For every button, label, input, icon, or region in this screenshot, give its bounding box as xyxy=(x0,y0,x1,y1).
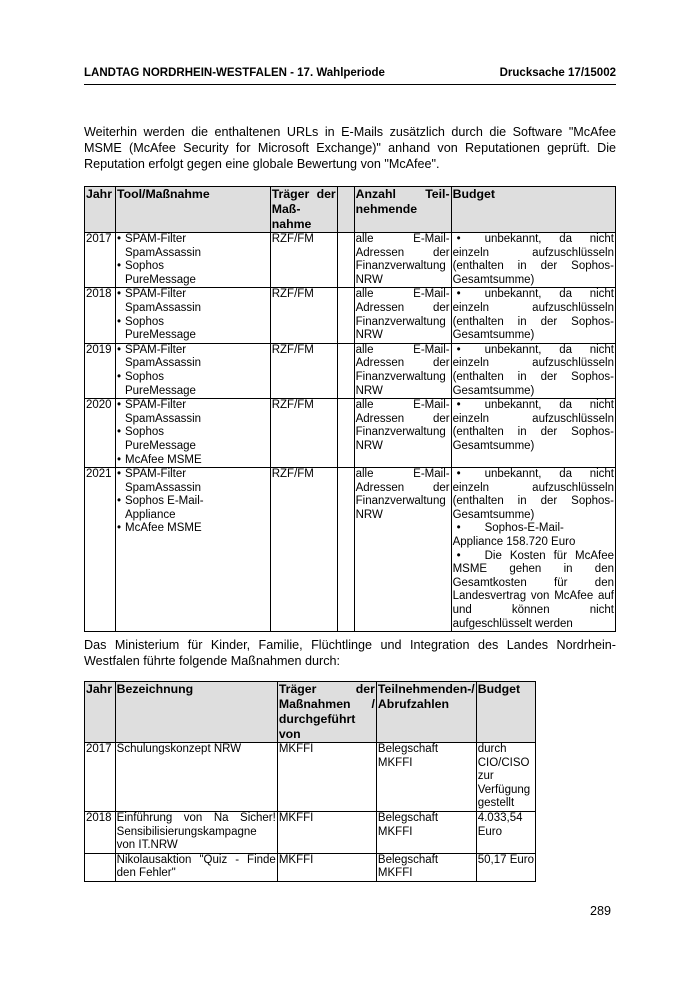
tool-item: • Sophos PureMessage xyxy=(117,260,235,287)
col-header-budget: Budget xyxy=(451,187,615,233)
tool-item: • SPAM-Filter SpamAssassin xyxy=(117,288,235,315)
table-mkffi xyxy=(84,681,536,882)
cell-tools xyxy=(115,233,270,288)
table-row xyxy=(85,743,536,812)
cell-teilnehmende: Belegschaft MKFFI xyxy=(376,811,476,853)
cell-traeger: MKFFI xyxy=(277,811,376,853)
tool-item: • Sophos PureMessage xyxy=(117,371,235,398)
cell-budget xyxy=(451,343,615,398)
cell-year: 2018 xyxy=(85,288,116,343)
cell-budget xyxy=(451,288,615,343)
header-document-number: Drucksache 17/15002 xyxy=(499,67,616,79)
cell-bezeichnung: Schulungskonzept NRW xyxy=(115,743,277,812)
cell-tools xyxy=(115,399,270,468)
cell-tools xyxy=(115,468,270,632)
tool-item: • SPAM-Filter SpamAssassin xyxy=(117,233,235,260)
cell-budget: 4.033,54 Euro xyxy=(476,811,535,853)
cell-year: 2019 xyxy=(85,343,116,398)
col-header-spacer xyxy=(337,187,354,233)
tool-item: • Sophos PureMessage xyxy=(117,426,235,453)
cell-budget xyxy=(451,399,615,468)
cell-year: 2021 xyxy=(85,468,116,632)
tool-item: • McAfee MSME xyxy=(117,454,235,468)
col-header-teilnehmende: Teilnehmenden-/ Abrufzahlen xyxy=(376,682,476,743)
cell-teilnehmende: alle E-Mail-Adressen der Finanzverwaltung NRW xyxy=(354,343,451,398)
header-parliament: LANDTAG NORDRHEIN-WESTFALEN - 17. Wahlperiode xyxy=(84,67,385,79)
table-row xyxy=(85,468,616,632)
table-row xyxy=(85,343,616,398)
cell-traeger: MKFFI xyxy=(277,853,376,881)
page-header xyxy=(84,64,616,85)
tool-item: • SPAM-Filter SpamAssassin xyxy=(117,468,235,495)
cell-teilnehmende: alle E-Mail-Adressen der Finanzverwaltung NRW xyxy=(354,233,451,288)
tool-item: • SPAM-Filter SpamAssassin xyxy=(117,399,235,426)
budget-item: • unbekannt, da nicht einzeln aufzuschlüsseln (enthalten in der Sophos-Gesamtsumme) xyxy=(453,399,614,453)
col-header-tool: Tool/Maßnahme xyxy=(115,187,270,233)
col-header-bezeichnung: Bezeichnung xyxy=(115,682,277,743)
cell-teilnehmende: Belegschaft MKFFI xyxy=(376,853,476,881)
cell-budget: durch CIO/CISO zur Verfügung gestellt xyxy=(476,743,535,812)
cell-tools xyxy=(115,288,270,343)
table-finanzverwaltung xyxy=(84,186,616,632)
tool-item: • Sophos E-Mail-Appliance xyxy=(117,495,235,522)
cell-traeger: MKFFI xyxy=(277,743,376,812)
budget-item: • unbekannt, da nicht einzeln aufzuschlüsseln (enthalten in der Sophos-Gesamtsumme) xyxy=(453,344,614,398)
table-row xyxy=(85,288,616,343)
cell-year: 2018 xyxy=(85,811,116,853)
cell-year: 2017 xyxy=(85,233,116,288)
table-row xyxy=(85,233,616,288)
cell-spacer xyxy=(337,288,354,343)
col-header-budget: Budget xyxy=(476,682,535,743)
budget-item: • unbekannt, da nicht einzeln aufzuschlüsseln (enthalten in der Sophos-Gesamtsumme) xyxy=(453,233,614,287)
col-header-jahr: Jahr xyxy=(85,682,116,743)
budget-item: • Sophos-E-Mail-Appliance 158.720 Euro xyxy=(453,522,614,549)
cell-traeger: RZF/FM xyxy=(270,468,337,632)
cell-tools xyxy=(115,343,270,398)
cell-budget xyxy=(451,468,615,632)
cell-teilnehmende: alle E-Mail-Adressen der Finanzverwaltung NRW xyxy=(354,399,451,468)
budget-item: • unbekannt, da nicht einzeln aufzuschlüsseln (enthalten in der Sophos-Gesamtsumme) xyxy=(453,468,614,522)
cell-spacer xyxy=(337,468,354,632)
cell-teilnehmende: alle E-Mail-Adressen der Finanzverwaltung NRW xyxy=(354,468,451,632)
table-row xyxy=(85,853,536,881)
page-number: 289 xyxy=(590,904,612,918)
cell-budget xyxy=(451,233,615,288)
col-header-teilnehmende: Anzahl Teil-nehmende xyxy=(354,187,451,233)
cell-spacer xyxy=(337,399,354,468)
cell-bezeichnung: Einführung von Na Sicher! Sensibilisierungskampagne von IT.NRW xyxy=(115,811,277,853)
table-row xyxy=(85,399,616,468)
cell-bezeichnung: Nikolausaktion "Quiz - Finde den Fehler" xyxy=(115,853,277,881)
cell-traeger: RZF/FM xyxy=(270,288,337,343)
cell-spacer xyxy=(337,343,354,398)
cell-teilnehmende: alle E-Mail-Adressen der Finanzverwaltung NRW xyxy=(354,288,451,343)
col-header-traeger: Träger der Maßnahmen / durchgeführt von xyxy=(278,682,375,741)
cell-budget: 50,17 Euro xyxy=(476,853,535,881)
budget-item: • Die Kosten für McAfee MSME gehen in den Gesamtkosten für den Landesvertrag von McAfee auf und können nicht aufgeschlüsselt werden xyxy=(453,550,614,632)
cell-traeger: RZF/FM xyxy=(270,343,337,398)
cell-year: 2017 xyxy=(85,743,116,812)
cell-year: 2020 xyxy=(85,399,116,468)
cell-traeger: RZF/FM xyxy=(270,233,337,288)
tool-item: • McAfee MSME xyxy=(117,522,235,536)
cell-traeger: RZF/FM xyxy=(270,399,337,468)
col-header-traeger: Träger der Maß-nahme xyxy=(271,187,336,231)
cell-teilnehmende: Belegschaft MKFFI xyxy=(376,743,476,812)
intro-paragraph: Weiterhin werden die enthaltenen URLs in E-Mails zusätzlich durch die Software "McAfee MSME (McAfee Security for Microsoft Exchange)" anhand von Reputationen geprüft. Die Reputation erfolgt gegen eine globale Bewertung von "McAfee". xyxy=(84,125,616,171)
cell-spacer xyxy=(337,233,354,288)
tool-item: • SPAM-Filter SpamAssassin xyxy=(117,344,235,371)
budget-item: • unbekannt, da nicht einzeln aufzuschlüsseln (enthalten in der Sophos-Gesamtsumme) xyxy=(453,288,614,342)
table-row xyxy=(85,811,536,853)
ministry-paragraph: Das Ministerium für Kinder, Familie, Flüchtlinge und Integration des Landes Nordrhein-Westfalen führte folgende Maßnahmen durch: xyxy=(84,638,616,668)
tool-item: • Sophos PureMessage xyxy=(117,316,235,343)
col-header-jahr: Jahr xyxy=(85,187,116,233)
cell-year xyxy=(85,853,116,881)
